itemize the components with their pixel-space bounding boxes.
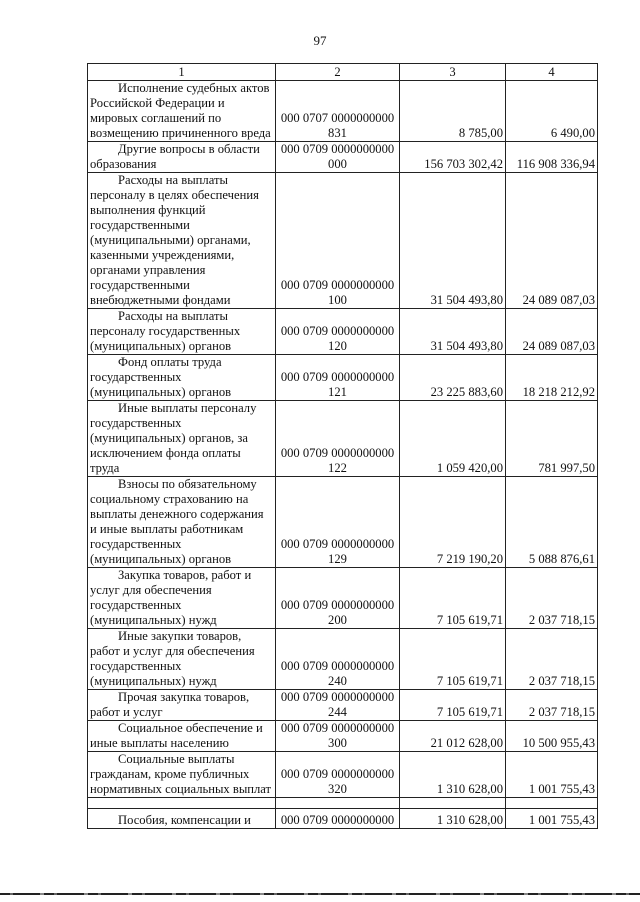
row-value-plan: 21 012 628,00 — [400, 721, 506, 752]
table-row — [88, 401, 598, 477]
row-name: Исполнение судебных актов Российской Федерации и мировых соглашений по возмещению причиненного вреда — [90, 81, 271, 140]
row-name: Расходы на выплаты персоналу в целях обеспечения выполнения функций государственными (муниципальными) органами, казенными учреждениями, органами управления государственными внебюджетными фондами — [90, 173, 259, 307]
column-header-1: 1 — [88, 64, 276, 81]
column-header-3: 3 — [400, 64, 506, 81]
row-value-actual: 24 089 087,03 — [506, 173, 598, 309]
row-value-actual: 1 001 755,43 — [506, 752, 598, 798]
row-value-actual: 1 001 755,43 — [506, 809, 598, 829]
row-name: Другие вопросы в области образования — [90, 142, 260, 171]
page-number: 97 — [313, 33, 327, 48]
row-value-plan: 1 310 628,00 — [400, 752, 506, 798]
row-name: Иные выплаты персоналу государственных (муниципальных) органов, за исключением фонда оплаты труда — [90, 401, 257, 475]
row-name: Социальные выплаты гражданам, кроме публичных нормативных социальных выплат — [90, 752, 272, 796]
row-code: 000 0709 0000000000 122 — [276, 401, 400, 477]
row-code: 000 0709 0000000000 240 — [276, 629, 400, 690]
table-row — [88, 629, 598, 690]
row-value-actual: 6 490,00 — [506, 81, 598, 142]
table-row — [88, 690, 598, 721]
table-row — [88, 568, 598, 629]
row-name: Социальное обеспечение и иные выплаты населению — [90, 721, 263, 750]
column-header-2: 2 — [276, 64, 400, 81]
row-code: 000 0709 0000000000 100 — [276, 173, 400, 309]
row-name: Иные закупки товаров, работ и услуг для обеспечения государственных (муниципальных) нужд — [90, 629, 255, 688]
row-value-plan: 31 504 493,80 — [400, 309, 506, 355]
row-value-plan: 7 105 619,71 — [400, 568, 506, 629]
row-value-actual: 116 908 336,94 — [506, 142, 598, 173]
row-code: 000 0709 0000000000 121 — [276, 355, 400, 401]
table-row — [88, 142, 598, 173]
row-value-plan: 8 785,00 — [400, 81, 506, 142]
scan-edge-divider — [0, 893, 640, 895]
row-value-actual: 2 037 718,15 — [506, 568, 598, 629]
row-name: Пособия, компенсации и — [118, 813, 251, 827]
row-name: Прочая закупка товаров, работ и услуг — [90, 690, 250, 719]
row-value-actual: 2 037 718,15 — [506, 690, 598, 721]
row-name: Фонд оплаты труда государственных (муниципальных) органов — [90, 355, 232, 399]
table-row — [88, 477, 598, 568]
row-code: 000 0709 0000000000 200 — [276, 568, 400, 629]
row-value-actual: 5 088 876,61 — [506, 477, 598, 568]
budget-table — [87, 63, 598, 829]
row-value-actual: 18 218 212,92 — [506, 355, 598, 401]
table-row — [88, 309, 598, 355]
row-code: 000 0707 0000000000 831 — [276, 81, 400, 142]
row-value-plan: 1 059 420,00 — [400, 401, 506, 477]
table-row — [88, 752, 598, 798]
row-name: Закупка товаров, работ и услуг для обеспечения государственных (муниципальных) нужд — [90, 568, 252, 627]
row-value-actual: 10 500 955,43 — [506, 721, 598, 752]
row-code: 000 0709 0000000000 244 — [276, 690, 400, 721]
table-spacer — [88, 798, 598, 809]
column-header-4: 4 — [506, 64, 598, 81]
row-code: 000 0709 0000000000 000 — [276, 142, 400, 173]
row-name: Расходы на выплаты персоналу государственных (муниципальных) органов — [90, 309, 241, 353]
row-code: 000 0709 0000000000 300 — [276, 721, 400, 752]
table-row — [88, 355, 598, 401]
row-code: 000 0709 0000000000 129 — [276, 477, 400, 568]
row-value-plan: 156 703 302,42 — [400, 142, 506, 173]
row-value-actual: 781 997,50 — [506, 401, 598, 477]
row-value-actual: 24 089 087,03 — [506, 309, 598, 355]
row-value-actual: 2 037 718,15 — [506, 629, 598, 690]
header-row — [88, 64, 598, 81]
row-value-plan: 1 310 628,00 — [400, 809, 506, 829]
row-value-plan: 7 219 190,20 — [400, 477, 506, 568]
table-row — [88, 81, 598, 142]
row-value-plan: 7 105 619,71 — [400, 629, 506, 690]
row-code: 000 0709 0000000000 — [276, 809, 400, 829]
row-value-plan: 31 504 493,80 — [400, 173, 506, 309]
table-row — [88, 721, 598, 752]
row-value-plan: 23 225 883,60 — [400, 355, 506, 401]
row-code: 000 0709 0000000000 120 — [276, 309, 400, 355]
table-row — [88, 809, 598, 829]
row-name: Взносы по обязательному социальному страхованию на выплаты денежного содержания и иные выплаты работникам государственных (муниципальных) органов — [90, 477, 264, 566]
row-value-plan: 7 105 619,71 — [400, 690, 506, 721]
table-row — [88, 173, 598, 309]
row-code: 000 0709 0000000000 320 — [276, 752, 400, 798]
